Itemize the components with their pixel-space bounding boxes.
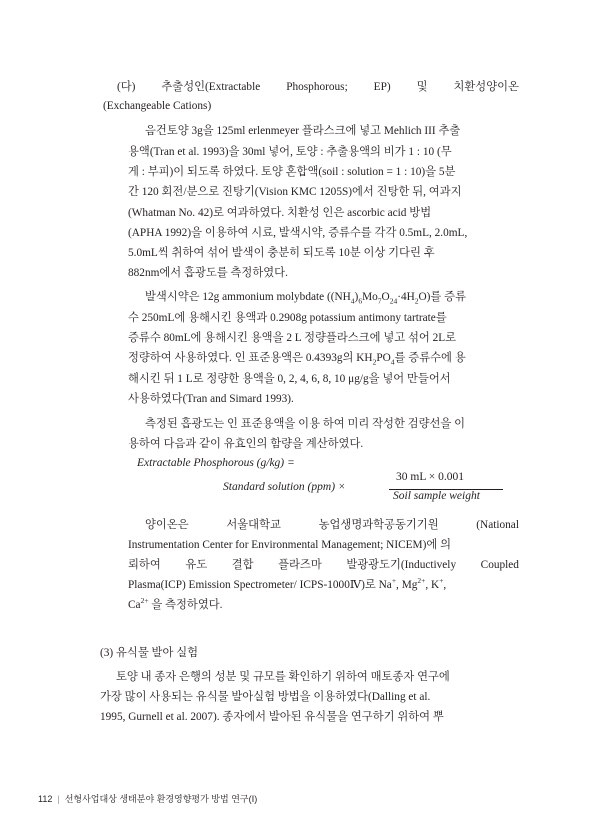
section-3-heading: (3) 유식물 발아 실험 [100,647,199,659]
p5-line: 1995, Gurnell et al. 2007). 종자에서 발아된 유식물을 연구하기 위하여 뿌 [100,711,444,723]
formula-denominator: Soil sample weight [393,490,480,502]
heading-word: 및 [416,81,428,93]
word: 농업생명과학공동기기원 [318,519,439,531]
word: Coupled [480,559,519,571]
formula-rhs-prefix: Standard solution (ppm) × [223,481,346,493]
heading-word: Phosphorous; [286,81,348,93]
section-c-heading-line1 [117,79,519,95]
footer-separator: | [57,794,60,804]
p2-line: 수 250mL에 용해시킨 용액과 0.2908g potassium antimony tartrate를 [128,312,447,324]
heading-word: EP) [373,81,391,93]
heading-word: 치환성양이온 [453,81,519,93]
p2-line: 정량하여 사용하였다. 인 표준용액은 0.4393g의 $KH_2PO_4$를 증류수에 용 [128,352,466,367]
running-title: 선형사업대상 생태분야 환경영향평가 방법 연구(Ⅰ) [64,794,258,804]
word: 발광광도기(Inductively [346,559,457,571]
p1-line: (APHA 1992)을 이용하여 시료, 발색시약, 증류수를 각각 0.5mL, 2.0mL, [128,227,468,239]
word: 플라즈마 [278,559,322,571]
p2-line: 증류수 80mL에 용해시킨 용액을 2 L 정량플라스크에 넣고 섞어 2L로 [128,332,457,344]
p1-line: 용액(Tran et al. 1993)을 30ml 넣어, 토양 : 추출용액의 비가 1 : 10 (무 [128,146,452,158]
section-c-heading-line2: (Exchangeable Cations) [103,100,212,112]
page-footer [38,792,257,805]
p4-line [128,557,519,573]
p2-line: 사용하였다(Tran and Simard 1993). [128,393,294,405]
word: 유도 [185,559,208,571]
p3-line: 측정된 흡광도는 인 표준용액을 이용 하여 미리 작성한 검량선을 이 [145,418,466,430]
p1-line: (Whatman No. 42)로 여과하였다. 치환성 인은 ascorbic acid 방법 [128,207,432,219]
p5-line: 가장 많이 사용되는 유식물 발아실험 방법을 이용하였다(Dalling et al. [100,691,431,703]
p1-line: 5.0mL씩 취하여 섞어 발색이 충분히 되도록 10분 이상 기다린 후 [128,247,435,259]
p4-line: Plasma(ICP) Emission Spectrometer/ ICPS-1000Ⅳ)로 Na+, $Mg^{2+}$, K+, [128,576,447,591]
heading-word: 추출성인(Extractable [161,81,261,93]
formula-lhs: Extractable Phosphorous (g/kg) = [137,457,295,469]
p1-line: 간 120 회전/분으로 진탕기(Vision KMC 1205S)에서 진탕한 뒤, 여과지 [128,186,462,198]
word: 양이온은 [145,519,189,531]
p4-line [145,517,519,533]
p4-line: Instrumentation Center for Environmental Management; NICEM)에 의 [128,539,451,551]
word: 뢰하여 [128,559,161,571]
p3-line: 용하여 다음과 같이 유효인의 함량을 계산하였다. [128,438,364,450]
p1-line: 882nm에서 흡광도를 측정하였다. [128,267,288,279]
heading-label: (다) [117,81,136,93]
word: 결합 [231,559,254,571]
word: (National [476,519,519,531]
word: 서울대학교 [226,519,281,531]
p1-line: 음건토양 3g을 125ml erlenmeyer 플라스크에 넣고 Mehlich III 추출 [145,125,461,137]
p5-line: 토양 내 종자 은행의 성분 및 규모를 확인하기 위하여 매토종자 연구에 [116,671,450,683]
p2-line: 발색시약은 12g ammonium molybdate $((NH_4)_6Mo_7O_{24}\cdot 4H_2O)$를 증류 [145,291,466,306]
page-number: 112 [38,794,53,804]
p4-line: $Ca^{2+}$ 을 측정하였다. [128,596,223,611]
p1-line: 게 : 부피)이 되도록 하였다. 토양 혼합액(soil : solution = 1 : 10)을 5분 [128,166,456,178]
p2-line: 해시킨 뒤 1 L로 정량한 용액을 0, 2, 4, 6, 8, 10 μg/g을 넣어 만들어서 [128,373,451,385]
formula-numerator: 30 mL × 0.001 [396,471,465,483]
